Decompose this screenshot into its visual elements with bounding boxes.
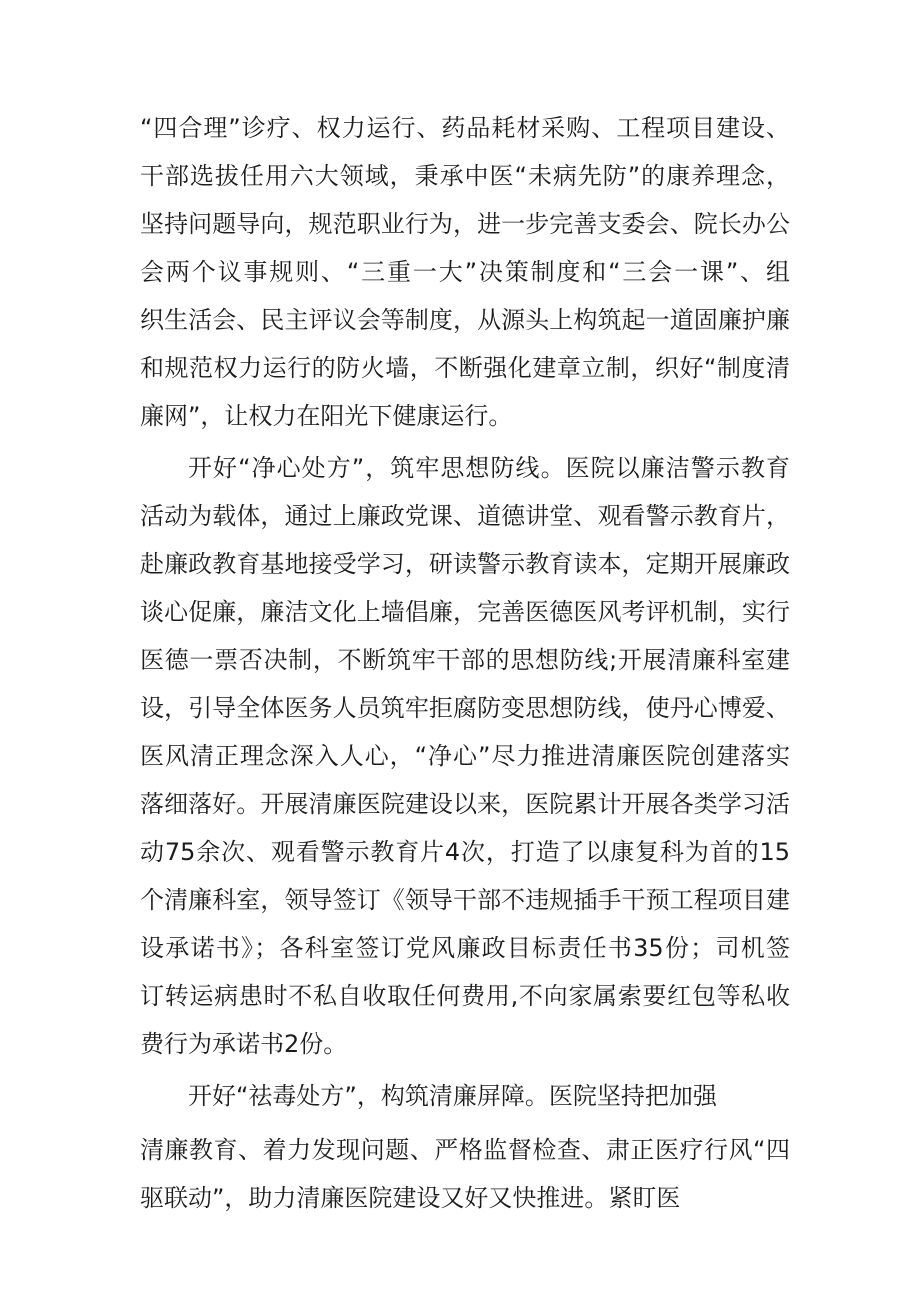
text-line: 干部选拔任用六大领域，秉承中医“未病先防”的康养理念， — [140, 162, 790, 190]
text-line: “四合理”诊疗、权力运行、药品耗材采购、工程项目建设、 — [140, 114, 790, 142]
text-line: 动75余次、观看警示教育片4次，打造了以康复科为首的15 — [140, 838, 790, 866]
text-line: 活动为载体，通过上廉政党课、道德讲堂、观看警示教育片， — [140, 502, 790, 530]
text-line: 清廉教育、着力发现问题、严格监督检查、肃正医疗行风“四 — [140, 1136, 790, 1164]
text-line: 坚持问题导向，规范职业行为，进一步完善支委会、院长办公 — [140, 210, 790, 238]
text-line: 谈心促廉，廉洁文化上墙倡廉，完善医德医风考评机制，实行 — [140, 598, 790, 626]
text-line: 落细落好。开展清廉医院建设以来，医院累计开展各类学习活 — [140, 790, 790, 818]
text-line: 廉网”，让权力在阳光下健康运行。 — [140, 402, 513, 430]
text-line: 费行为承诺书2份。 — [140, 1030, 348, 1058]
text-line: 驱联动”，助力清廉医院建设又好又快推进。紧盯医 — [140, 1184, 681, 1212]
text-line: 和规范权力运行的防火墙，不断强化建章立制，织好“制度清 — [140, 354, 790, 382]
paragraph-start-line: 开好“净心处方”，筑牢思想防线。医院以廉洁警示教育 — [188, 454, 790, 482]
text-line: 设，引导全体医务人员筑牢拒腐防变思想防线，使丹心博爱、 — [140, 694, 790, 722]
text-line: 医风清正理念深入人心，“净心”尽力推进清廉医院创建落实 — [140, 742, 790, 770]
text-line: 个清廉科室，领导签订《领导干部不违规插手干预工程项目建 — [140, 886, 790, 914]
paragraph-start-line: 开好“祛毒处方”，构筑清廉屏障。医院坚持把加强 — [188, 1082, 717, 1110]
text-line: 设承诺书》；各科室签订党风廉政目标责任书35份；司机签 — [140, 934, 790, 962]
text-line: 订转运病患时不私自收取任何费用,不向家属索要红包等私收 — [140, 982, 790, 1010]
text-line: 会两个议事规则、“三重一大”决策制度和“三会一课”、组 — [140, 258, 790, 286]
text-line: 赴廉政教育基地接受学习，研读警示教育读本，定期开展廉政 — [140, 550, 790, 578]
text-line: 医德一票否决制，不断筑牢干部的思想防线;开展清廉科室建 — [140, 646, 790, 674]
text-line: 织生活会、民主评议会等制度，从源头上构筑起一道固廉护廉 — [140, 306, 790, 334]
